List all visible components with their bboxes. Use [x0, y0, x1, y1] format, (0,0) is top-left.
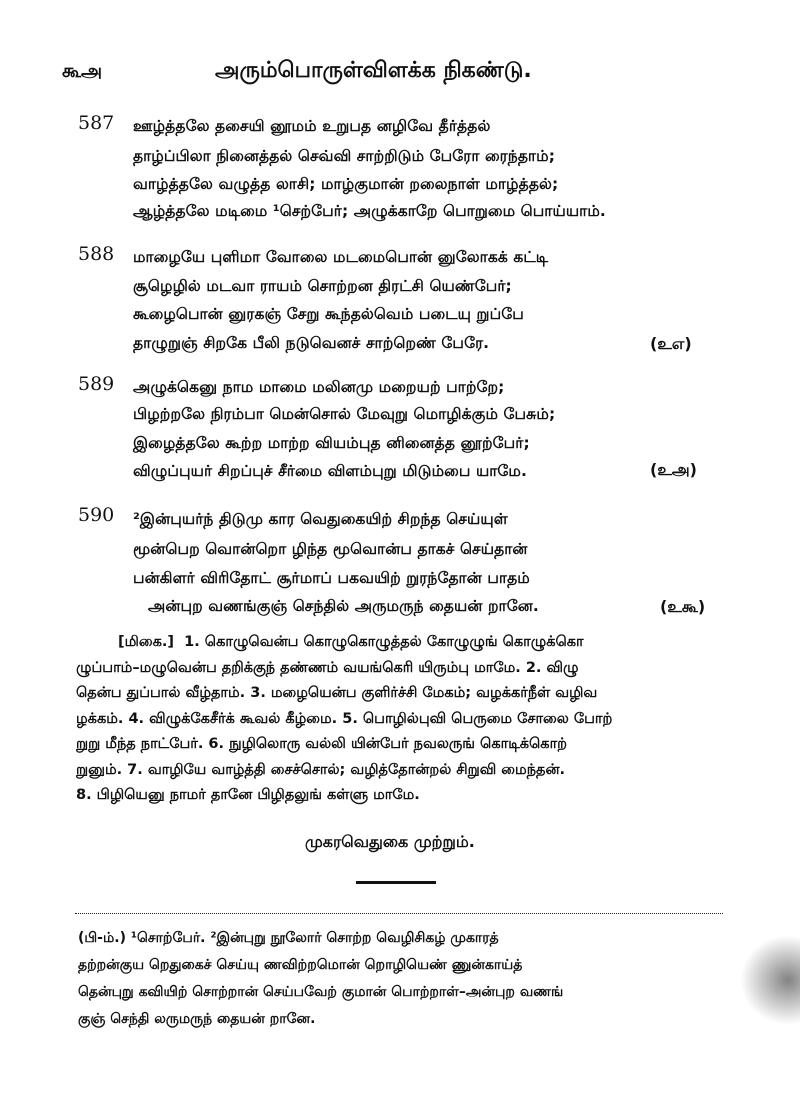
verse-line: மாழையே புளிமா வோலை மடமைபொன் னுலோகக் கட்டி — [133, 248, 549, 266]
verse-line: கூழைபொன் னுரகஞ் சேறு கூந்தல்வெம் படையு றுப்பே — [133, 305, 524, 323]
section-divider — [356, 881, 436, 884]
commentary-line: றுனும். 7. வாழியே வாழ்த்தி சைச்சொல்; வழித்தோன்றல் சிறுவி மைந்தன். — [76, 761, 566, 778]
verse-line: ஊழ்த்தலே தசையி னூமம் உறுபத னழிவே தீர்த்தல் — [133, 117, 491, 135]
commentary-line: ழுப்பாம்–மழுவென்ப தறிக்குந் தண்ணம் வயங்கெரி யிரும்பு மாமே. 2. விழு — [76, 659, 579, 676]
verse-line: அழுக்கெனு நாம மாமை மலினமு மறையற் பாற்றே; — [133, 378, 505, 396]
verse-line: மூன்பெற வொன்றொ ழிந்த மூவொன்ப தாகச் செய்தான் — [133, 540, 528, 558]
verse-line: இழைத்தலே கூற்ற மாற்ற வியம்புத னினைத்த னூற்பேர்; — [133, 434, 530, 452]
footnote-line: குஞ் செந்தி லருமருந் தையன் றானே. — [78, 1011, 316, 1027]
commentary-line: ழக்கம். 4. விழுக்கேசீர்க் கூவல் கீழ்மை. 5. பொழில்புவி பெருமை சோலை போற் — [76, 710, 613, 727]
commentary-label: [மிகை.] — [118, 634, 175, 650]
page-number: கூஅ — [62, 60, 103, 82]
footnote-line: தென்புறு கவியிற் சொற்றான் செய்பவேற் குமான் பொற்றாள்–அன்புற வணங் — [78, 984, 564, 1000]
verse-line: அன்புற வணங்குஞ் செந்தில் அருமருந் தையன் றானே. — [148, 597, 539, 615]
footnote-block — [78, 925, 728, 1033]
footnote-divider — [75, 913, 723, 914]
verse-line: ஆழ்த்தலே மடிமை ¹செற்பேர்; அழுக்காறே பொறுமை பொய்யாம். — [133, 202, 606, 220]
verse-line: தாழுறுஞ் சிறகே பீலி நடுவெனச் சாற்றெண் பேரே. — [133, 334, 490, 352]
commentary-line: தென்ப துப்பால் வீழ்தாம். 3. மழையென்ப குளிர்ச்சி மேகம்; வழக்கர்நீள் வழிவ — [76, 685, 598, 701]
verse-mark: (உஎ) — [650, 334, 692, 353]
verse-line: ²இன்புயர்ந் திடுமு கார வெதுகையிற் சிறந்த செய்யுள் — [133, 510, 508, 528]
verse-number: 587 — [78, 112, 115, 134]
verse-mark: (உஅ) — [650, 460, 697, 479]
verse-number: 589 — [78, 373, 115, 395]
verse-line: பிழற்றலே நிரம்பா மென்சொல் மேவுறு மொழிக்கும் பேசும்; — [133, 405, 556, 423]
commentary-line: [மிகை.] 1. கொழுவென்ப கொழுகொழுத்தல் கோழுழுங் கொழுக்கொ — [118, 634, 584, 650]
verse-line: பன்கிளர் விரிதோட் சூர்மாப் பகவயிற் றுரந்தோன் பாதம் — [133, 569, 530, 587]
verse-mark: (உகூ) — [660, 597, 706, 616]
verse-line: தாழ்ப்பிலா நினைத்தல் செவ்வி சாற்றிடும் பேரோ ரைந்தாம்; — [133, 147, 555, 165]
scan-smudge — [740, 935, 800, 1025]
page-title: அரும்பொருள்விளக்க நிகண்டு. — [215, 58, 532, 83]
commentary-line: றுறு மீந்த நாட்பேர். 6. நுழிலொரு வல்லி யின்பேர் நவலருங் கொடிக்கொற் — [76, 736, 568, 752]
verse-line: சூழெழில் மடவா ராயம் சொற்றன திரட்சி யெண்பேர்; — [133, 277, 512, 295]
verse-number: 590 — [78, 504, 115, 526]
verse-line: விழுப்புயர் சிறப்புச் சீர்மை விளம்புறு மிடும்பை யாமே. — [133, 462, 527, 480]
commentary-block — [76, 630, 716, 809]
footnote-line: (பி-ம்.) ¹சொற்பேர். ²இன்புறு நூலோர் சொற்ற வெழிசிகழ் முகாரத் — [78, 930, 499, 946]
footnote-line: தற்றன்குய றெதுகைச் செய்யு ணவிற்றமொன் றொழியெண் ணுன்காய்த் — [78, 957, 523, 973]
section-end-note: முகரவெதுகை முற்றும். — [305, 832, 475, 851]
verse-number: 588 — [78, 243, 115, 265]
verse-line: வாழ்த்தலே வழுத்த லாசி; மாழ்குமான் றலைநாள் மாழ்த்தல்; — [133, 175, 559, 193]
commentary-line: 8. பிழியெனு நாமர் தானே பிழிதலுங் கள்ளு மாமே. — [76, 787, 420, 803]
